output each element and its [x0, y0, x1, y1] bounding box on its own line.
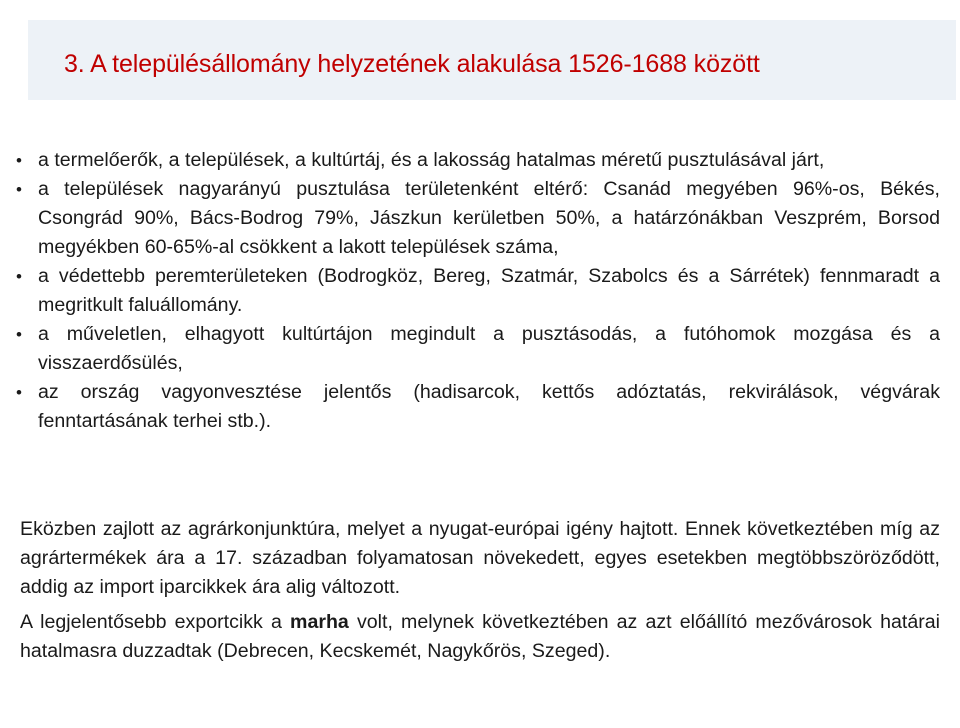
bullet-dot-icon: •	[16, 325, 22, 344]
bullet-dot-icon: •	[16, 180, 22, 199]
bullet-item-1	[16, 146, 940, 175]
paragraph-export-end: volt, melynek következtében az azt előállító mezővárosok határai hatalmasra duzzadtak (Debrecen, Kecskemét, Nagykőrös, Szeged).	[20, 611, 940, 662]
bullet-text: a műveletlen, elhagyott kultúrtájon megindult a pusztásodás, a futóhomok mozgása és a visszaerdősülés,	[38, 323, 940, 374]
paragraph-export	[20, 608, 940, 666]
bullet-dot-icon: •	[16, 383, 22, 402]
bullet-dot-icon: •	[16, 151, 22, 170]
bullet-item-2	[16, 175, 940, 262]
bullet-list	[16, 146, 940, 436]
bullet-text: a termelőerők, a települések, a kultúrtáj, és a lakosság hatalmas méretű pusztulásával járt,	[38, 149, 825, 171]
paragraph-agrarkonjunktura: Eközben zajlott az agrárkonjunktúra, melyet a nyugat-európai igény hajtott. Ennek következtében míg az agrártermékek ára a 17. században folyamatosan növekedett, egyes esetekben megtöbbszöröződött, addig az import iparcikkek ára alig változott.	[20, 518, 940, 598]
bullet-text: a védettebb peremterületeken (Bodrogköz, Bereg, Szatmár, Szabolcs és a Sárrétek) fennmaradt a megritkult faluállomány.	[38, 265, 940, 316]
bullet-item-5	[16, 378, 940, 436]
body-paragraphs	[20, 515, 940, 666]
bullet-text: a települések nagyarányú pusztulása területenként eltérő: Csanád megyében 96%-os, Békés, Csongrád 90%, Bács-Bodrog 79%, Jászkun kerületben 50%, a határzónákban Veszprém, Borsod megyékben 60-65%-al csökkent a lakott települések száma,	[38, 178, 940, 258]
bullet-item-3	[16, 262, 940, 320]
bullet-dot-icon: •	[16, 267, 22, 286]
emphasis-marha: marha	[290, 611, 349, 633]
bullet-item-4	[16, 320, 940, 378]
bullet-text: az ország vagyonvesztése jelentős (hadisarcok, kettős adóztatás, rekvirálások, végvárak fenntartásának terhei stb.).	[38, 381, 940, 432]
paragraph-export-start: A legjelentősebb exportcikk a	[20, 611, 291, 633]
slide-title: 3. A településállomány helyzetének alakulása 1526-1688 között	[64, 50, 760, 78]
